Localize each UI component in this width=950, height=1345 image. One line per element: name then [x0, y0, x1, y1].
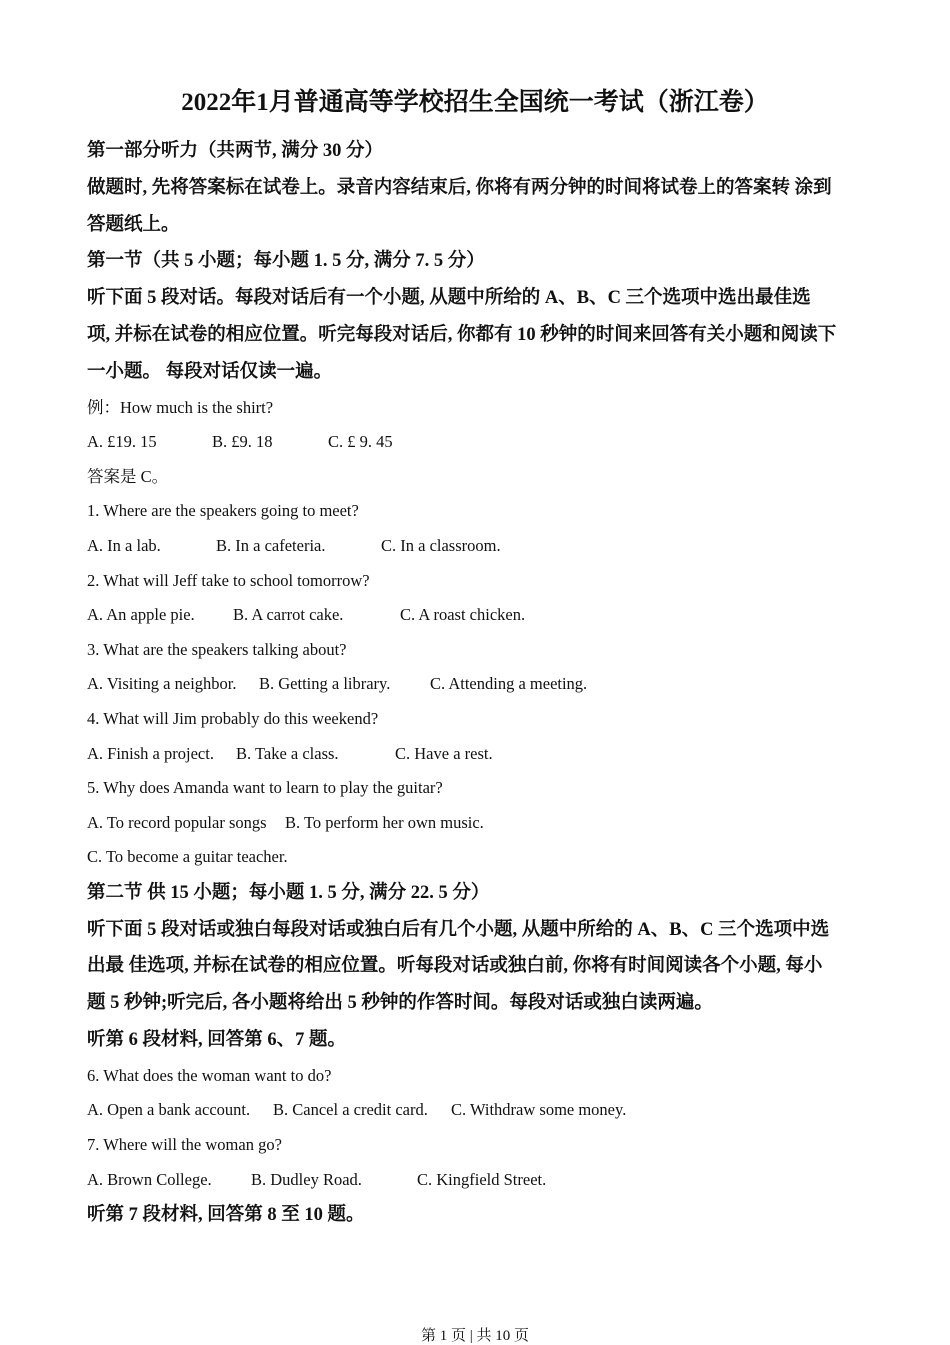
option: A. Brown College. [87, 1169, 212, 1189]
section-heading: 第二节 供 15 小题；每小题 1. 5 分, 满分 22. 5 分） [87, 882, 490, 903]
question: 6. What does the woman want to do? [87, 1065, 332, 1085]
document-body [87, 133, 867, 1234]
option: A. Visiting a neighbor. [87, 674, 237, 694]
option: A. An apple pie. [87, 605, 195, 625]
options [87, 598, 867, 633]
question: 3. What are the speakers talking about? [87, 639, 347, 659]
example-question: 例：How much is the shirt? [87, 397, 274, 417]
instruction-line: 听下面 5 段对话或独白每段对话或独白后有几个小题, 从题中所给的 A、B、C 三个选项中选 [87, 919, 830, 940]
option: C. Attending a meeting. [430, 674, 588, 694]
example-answer: 答案是 C。 [87, 466, 169, 486]
question: 7. Where will the woman go? [87, 1135, 282, 1155]
option: C. £ 9. 45 [328, 432, 393, 452]
options [87, 737, 867, 772]
options [87, 667, 867, 702]
option: A. £19. 15 [87, 432, 157, 452]
option: A. Finish a project. [87, 743, 214, 763]
option: C. Withdraw some money. [451, 1100, 627, 1120]
option: A. To record popular songs [87, 812, 267, 832]
option: B. £9. 18 [212, 432, 273, 452]
option: C. Have a rest. [395, 743, 493, 763]
instruction-line: 出最 佳选项, 并标在试卷的相应位置。听每段对话或独白前, 你将有时间阅读各个小题, 每小 [87, 956, 823, 977]
options [87, 840, 867, 875]
options [87, 806, 867, 841]
page-title: 2022年1月普通高等学校招生全国统一考试（浙江卷） [181, 89, 769, 116]
part-heading: 第一部分听力（共两节, 满分 30 分） [87, 141, 384, 161]
option: C. A roast chicken. [400, 605, 526, 625]
section-heading: 第一节（共 5 小题；每小题 1. 5 分, 满分 7. 5 分） [87, 251, 485, 272]
option: A. Open a bank account. [87, 1100, 251, 1120]
option: B. In a cafeteria. [216, 535, 326, 555]
question: 1. Where are the speakers going to meet? [87, 501, 359, 521]
option: C. Kingfield Street. [417, 1169, 547, 1189]
instruction-line: 做题时, 先将答案标在试卷上。录音内容结束后, 你将有两分钟的时间将试卷上的答案转 涂到 [87, 177, 832, 198]
options [87, 1093, 867, 1128]
option: A. In a lab. [87, 535, 161, 555]
instruction-line: 一小题。 每段对话仅读一遍。 [87, 361, 333, 382]
question: 2. What will Jeff take to school tomorrow? [87, 570, 370, 590]
page-footer: 第 1 页 | 共 10 页 [420, 1328, 529, 1344]
option: C. To become a guitar teacher. [87, 847, 288, 867]
option: B. Dudley Road. [251, 1169, 362, 1189]
option: B. Getting a library. [259, 674, 391, 694]
options [87, 529, 867, 564]
instruction-line: 答题纸上。 [87, 214, 180, 235]
option: B. Take a class. [236, 743, 339, 763]
example-options [87, 425, 867, 460]
question: 4. What will Jim probably do this weekend? [87, 708, 379, 728]
material-heading: 听第 6 段材料, 回答第 6、7 题。 [87, 1030, 347, 1051]
option: B. Cancel a credit card. [273, 1100, 428, 1120]
options [87, 1163, 867, 1198]
instruction-line: 听下面 5 段对话。每段对话后有一个小题, 从题中所给的 A、B、C 三个选项中选出最佳选 [87, 288, 811, 309]
option: B. A carrot cake. [233, 605, 344, 625]
material-heading: 听第 7 段材料, 回答第 8 至 10 题。 [87, 1205, 365, 1226]
option: B. To perform her own music. [285, 812, 484, 832]
option: C. In a classroom. [381, 535, 501, 555]
instruction-line: 题 5 秒钟;听完后, 各小题将给出 5 秒钟的作答时间。每段对话或独白读两遍。 [87, 993, 713, 1014]
question: 5. Why does Amanda want to learn to play the guitar? [87, 778, 443, 798]
instruction-line: 项, 并标在试卷的相应位置。听完每段对话后, 你都有 10 秒钟的时间来回答有关小题和阅读下 [87, 324, 837, 345]
